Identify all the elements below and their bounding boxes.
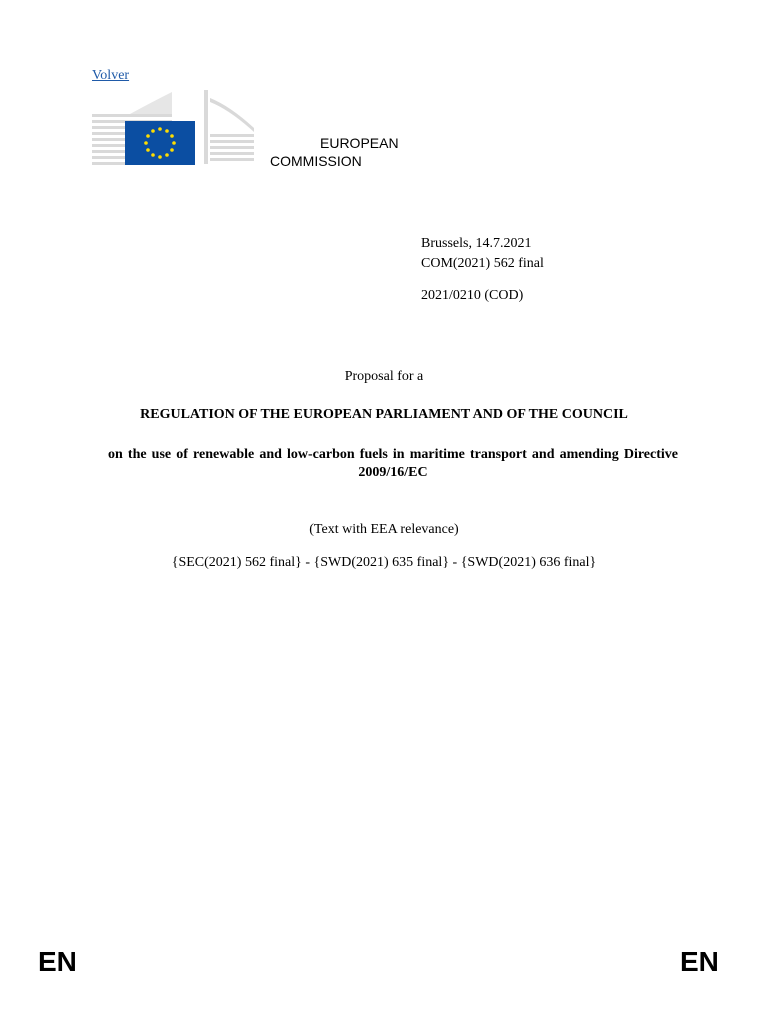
proposal-for: Proposal for a: [344, 369, 424, 384]
organization-line-1: EUROPEAN: [320, 135, 399, 151]
regulation-subject: on the use of renewable and low-carbon fuels in maritime transport and amending Directive 2009/16/EC: [108, 447, 678, 480]
regulation-title: REGULATION OF THE EUROPEAN PARLIAMENT AND OF THE COUNCIL: [140, 407, 628, 422]
footer-language-right: EN: [680, 946, 719, 977]
building-stripes-right: [204, 90, 254, 164]
related-documents: {SEC(2021) 562 final} - {SWD(2021) 635 final} - {SWD(2021) 636 final}: [171, 555, 597, 570]
organization-name: [270, 134, 399, 170]
european-commission-logo: [90, 88, 256, 168]
com-number: COM(2021) 562 final: [421, 256, 544, 271]
back-link[interactable]: Volver: [92, 68, 130, 83]
organization-line-2: COMMISSION: [270, 153, 362, 169]
footer-language-left: EN: [38, 946, 77, 977]
reference-block: [421, 234, 544, 306]
eea-relevance: (Text with EEA relevance): [309, 522, 459, 537]
place-date: Brussels, 14.7.2021: [421, 236, 532, 251]
procedure-number: 2021/0210 (COD): [421, 288, 524, 303]
